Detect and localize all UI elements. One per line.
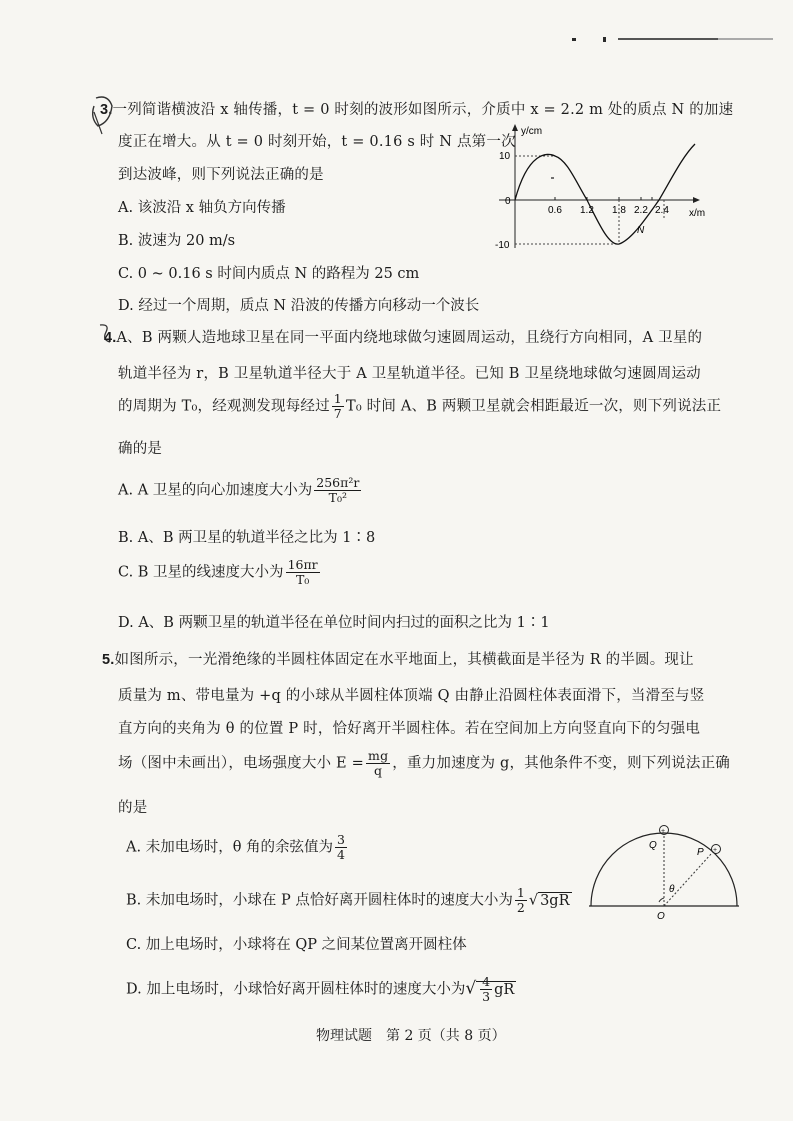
scan-mark: [618, 38, 718, 40]
y-tick-neg10: -10: [495, 240, 510, 251]
q4-stem-line3: 的周期为 T₀，经观测发现每经过 $\frac{1}{7}$ T₀ 时间 A、B 两颗卫星就会相距最近一次，则下列说法正: [118, 391, 722, 421]
x-tick-2.2: 2.2: [634, 205, 648, 216]
q4-number: 4.: [104, 330, 117, 346]
label-theta: θ: [669, 884, 675, 895]
theta-arc: [659, 898, 664, 902]
q3-option-c: C. 0 ~ 0.16 s 时间内质点 N 的路程为 25 cm: [118, 266, 420, 282]
x-tick-0.6: 0.6: [548, 205, 562, 216]
x-axis-label: x/m: [689, 208, 706, 219]
q5-stem-line2: 质量为 m、带电量为 +q 的小球从半圆柱体顶端 Q 由静止沿圆柱体表面滑下，当滑至与竖: [118, 688, 705, 704]
x-axis-arrow-icon: [693, 197, 700, 203]
q4-stem-line4: 确的是: [118, 441, 163, 457]
q4-stem-line1: 4.A、B 两颗人造地球卫星在同一平面内绕地球做匀速圆周运动，且绕行方向相同，A 卫星的: [104, 330, 703, 346]
x-tick-1.8: 1.8: [612, 205, 626, 216]
x-tick-1.2: 1.2: [580, 205, 594, 216]
q4-option-b: B. A、B 两卫星的轨道半径之比为 1∶8: [118, 530, 376, 546]
q5-e-fraction: $\frac{mg}{q}$: [368, 748, 389, 778]
label-p: P: [697, 847, 704, 858]
q3-stem-line2: 度正在增大。从 t = 0 时刻开始，t = 0.16 s 时 N 点第一次: [118, 134, 516, 150]
y-axis-arrow-icon: [512, 124, 518, 131]
q4-stem-line2: 轨道半径为 r，B 卫星轨道半径大于 A 卫星轨道半径。已知 B 卫星绕地球做匀速圆周运动: [118, 366, 701, 382]
y-axis-label: y/cm: [521, 126, 543, 137]
q5-option-b-fraction: $\frac{1}{2}$: [516, 885, 525, 915]
q4-option-a: A. A 卫星的向心加速度大小为 $\frac{\text{256π²r}}{\text{T₀²}}$: [118, 475, 360, 505]
q5-option-b: B. 未加电场时，小球在 P 点恰好离开圆柱体时的速度大小为 $\frac{1}{2}$ √ 3gR: [126, 885, 570, 915]
label-o: O: [657, 911, 665, 920]
q5-option-d: D. 加上电场时，小球恰好离开圆柱体时的速度大小为√ $\frac{4}{3}$ gR: [126, 974, 515, 1004]
scan-mark: [572, 38, 576, 41]
q5-option-a-fraction: $\frac{3}{4}$: [337, 832, 345, 862]
label-q: Q: [649, 840, 657, 851]
q5-option-d-fraction: $\frac{4}{3}$: [482, 974, 491, 1004]
wave-curve: [515, 144, 695, 244]
q5-number: 5.: [102, 652, 115, 668]
scan-mark: [603, 37, 606, 42]
q4-option-a-fraction: $\frac{\text{256π²r}}{\text{T₀²}}$: [316, 475, 360, 505]
origin-label: 0: [505, 196, 511, 207]
q5-stem-line4: 场（图中未画出），电场强度大小 E = $\frac{mg}{q}$ ，重力加速度为 g，其他条件不变，则下列说法正确: [118, 748, 730, 778]
q3-wave-figure: [495, 120, 715, 260]
svg-text:+: +: [713, 847, 718, 854]
q5-stem-line3: 直方向的夹角为 θ 的位置 P 时，恰好离开半圆柱体。若在空间加上方向竖直向下的匀强电: [118, 721, 701, 737]
q5-option-c: C. 加上电场时，小球将在 QP 之间某位置离开圆柱体: [126, 937, 467, 953]
q4-fraction: $\frac{1}{7}$: [333, 391, 342, 421]
y-tick-10: 10: [499, 151, 511, 162]
q4-option-c-fraction: $\frac{16\pi r}{\text{T₀}}$: [287, 557, 318, 587]
q4-option-d: D. A、B 两颗卫星的轨道半径在单位时间内扫过的面积之比为 1∶1: [118, 615, 550, 631]
q5-half-cylinder-figure: [585, 820, 745, 920]
q5-stem-line1: 5.如图所示，一光滑绝缘的半圆柱体固定在水平地面上，其横截面是半径为 R 的半圆。现让: [102, 652, 694, 668]
page-footer: 物理试题 第 2 页（共 8 页）: [316, 1028, 506, 1044]
q3-stem: 3.一列简谐横波沿 x 轴传播，t = 0 时刻的波形如图所示，介质中 x = 2.2 m 处的质点 N 的加速: [100, 102, 734, 118]
point-n-label: N: [637, 225, 645, 236]
radius-to-p: [664, 854, 711, 906]
q4-option-c: C. B 卫星的线速度大小为 $\frac{16\pi r}{\text{T₀}}$: [118, 557, 318, 587]
q5-option-a: A. 未加电场时，θ 角的余弦值为 $\frac{3}{4}$: [126, 832, 345, 862]
q3-option-b: B. 波速为 20 m/s: [118, 233, 236, 249]
q3-number: 3.: [100, 102, 113, 118]
q3-option-d: D. 经过一个周期，质点 N 沿波的传播方向移动一个波长: [118, 298, 480, 314]
scan-mark: [718, 38, 773, 40]
svg-text:+: +: [661, 828, 666, 835]
q3-option-a: A. 该波沿 x 轴负方向传播: [118, 200, 286, 216]
q5-stem-line5: 的是: [118, 800, 148, 816]
q3-stem-line3: 到达波峰，则下列说法正确的是: [118, 167, 324, 183]
x-tick-2.4: 2.4: [655, 205, 669, 216]
